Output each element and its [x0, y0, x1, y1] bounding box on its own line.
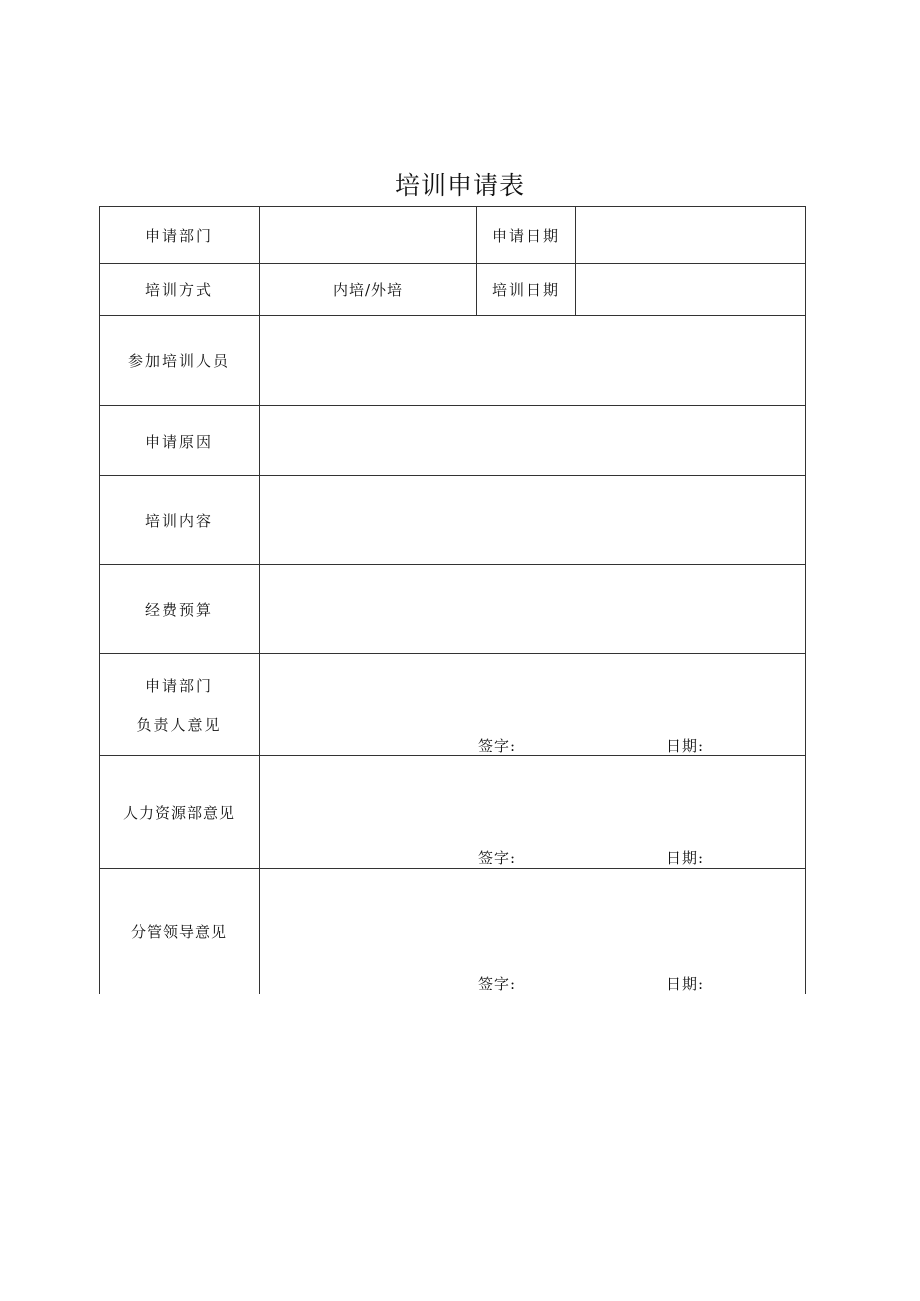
leader-opinion-field[interactable]: [261, 870, 804, 968]
participants-field[interactable]: [261, 317, 804, 404]
label-dept-head-line1: 申请部门: [144, 677, 213, 695]
leader-date-field[interactable]: [712, 970, 802, 992]
hr-sign-field[interactable]: [524, 844, 664, 866]
row-divider: [99, 868, 806, 869]
dept-head-sign-field[interactable]: [524, 732, 664, 754]
row-divider: [99, 263, 806, 264]
dept-head-opinion-field[interactable]: [261, 655, 804, 731]
label-training-date: 培训日期: [491, 281, 560, 299]
row-divider: [99, 315, 806, 316]
hr-opinion-field[interactable]: [261, 757, 804, 843]
label-apply-date: 申请日期: [491, 227, 560, 245]
apply-dept-field[interactable]: [261, 208, 475, 262]
training-application-form: [99, 206, 807, 994]
dept-head-date-field[interactable]: [712, 732, 802, 754]
leader-sign-field[interactable]: [524, 970, 664, 992]
leader-date-label: 日期:: [666, 975, 705, 993]
border-top: [99, 206, 806, 207]
hr-date-field[interactable]: [712, 844, 802, 866]
label-leader-opinion: 分管领导意见: [130, 923, 227, 941]
row-divider: [99, 475, 806, 476]
hr-date-label: 日期:: [666, 849, 705, 867]
label-reason: 申请原因: [144, 433, 213, 451]
training-method-field[interactable]: [261, 265, 475, 314]
label-budget: 经费预算: [144, 601, 213, 619]
row-divider: [99, 653, 806, 654]
label-column-divider: [259, 206, 260, 994]
training-method-value: 内培/外培: [332, 281, 404, 299]
border-right: [805, 206, 806, 994]
label-apply-dept: 申请部门: [144, 227, 213, 245]
page-title: 培训申请表: [394, 171, 525, 200]
reason-field[interactable]: [261, 407, 804, 474]
apply-date-field[interactable]: [577, 208, 804, 262]
row-divider: [99, 405, 806, 406]
label-content: 培训内容: [144, 512, 213, 530]
row-divider: [99, 564, 806, 565]
budget-field[interactable]: [261, 566, 804, 652]
label-dept-head-line2: 负责人意见: [136, 716, 222, 734]
label-training-method: 培训方式: [144, 281, 213, 299]
content-field[interactable]: [261, 477, 804, 563]
label-hr-opinion: 人力资源部意见: [122, 804, 235, 822]
leader-sign-label: 签字:: [478, 975, 517, 993]
dept-head-date-label: 日期:: [666, 737, 705, 755]
label-participants: 参加培训人员: [127, 352, 230, 370]
training-date-field[interactable]: [577, 265, 804, 314]
dept-head-sign-label: 签字:: [478, 737, 517, 755]
hr-sign-label: 签字:: [478, 849, 517, 867]
